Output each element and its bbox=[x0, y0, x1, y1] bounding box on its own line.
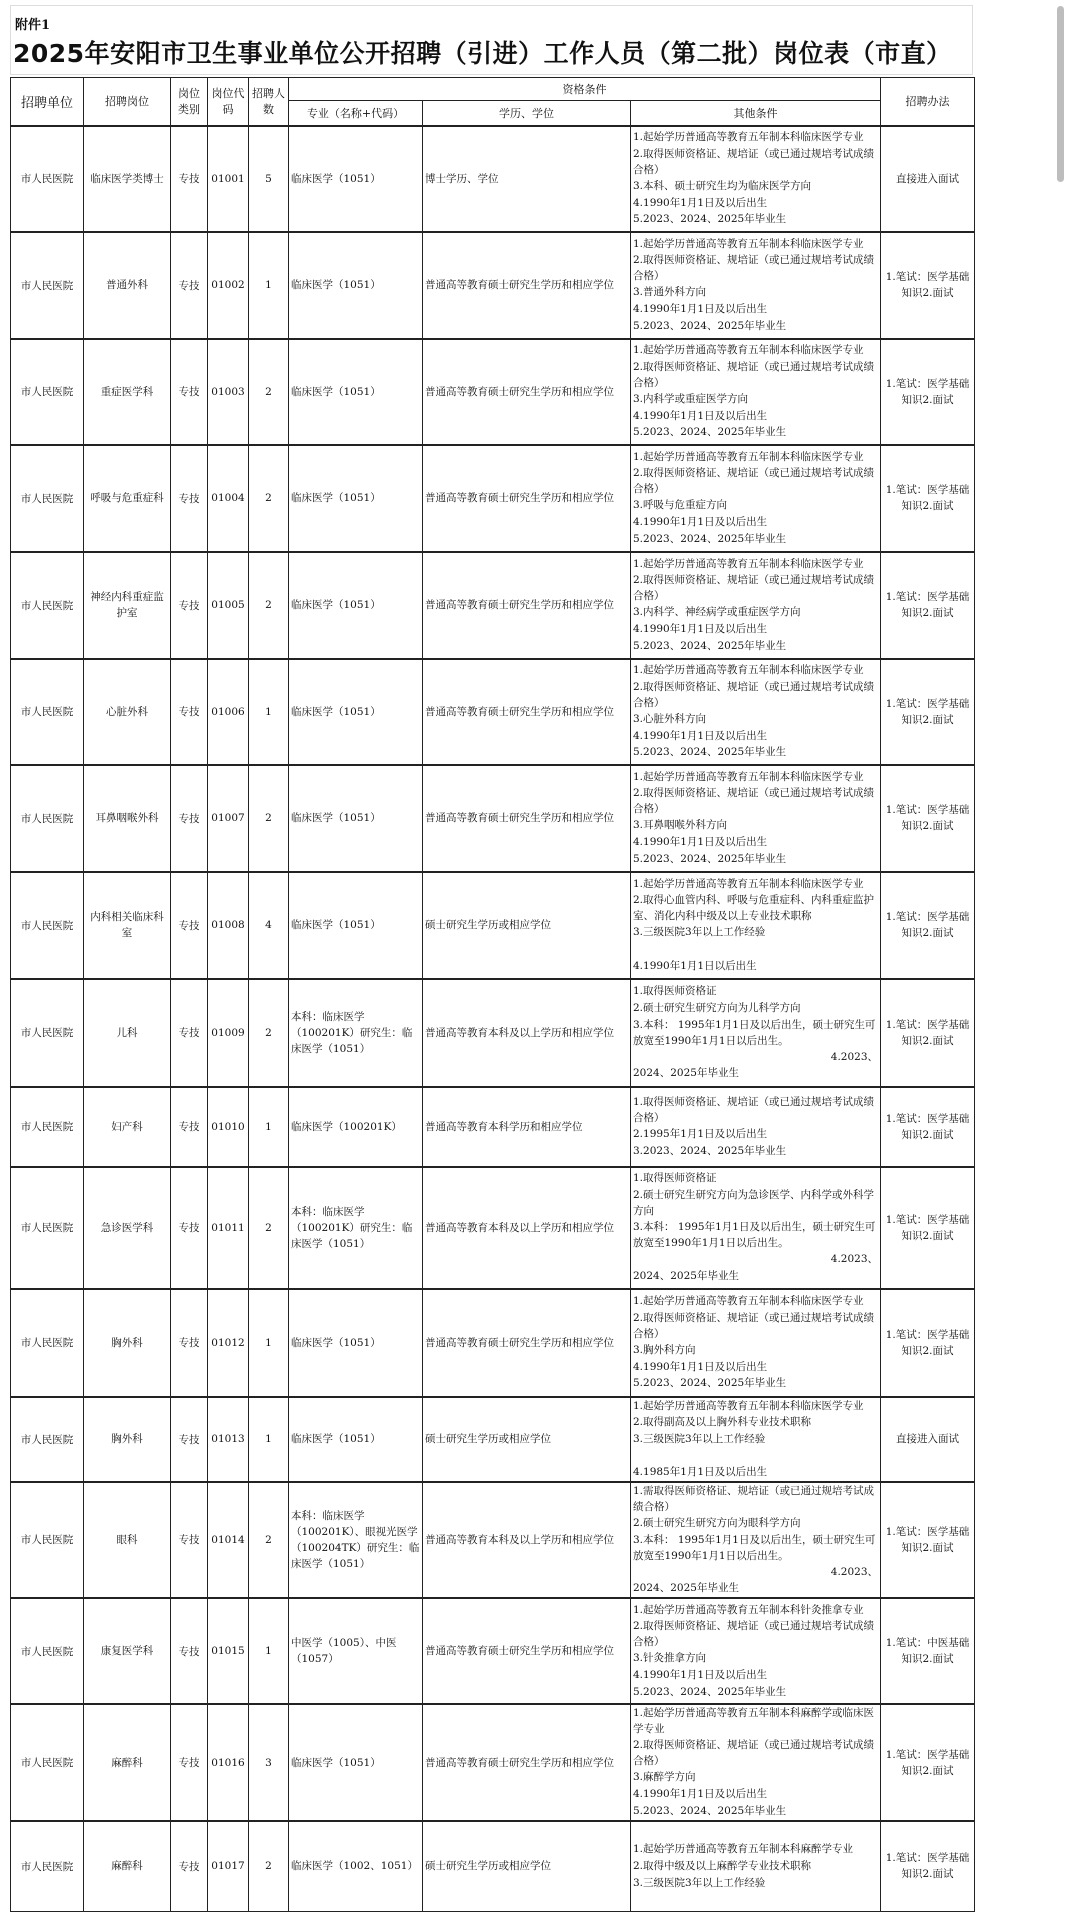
condition-line: 2.取得医师资格证、规培证（或已通过规培考试成绩合格） bbox=[633, 574, 875, 603]
condition-line: 1.起始学历普通高等教育五年制本科临床医学专业 bbox=[633, 1295, 864, 1308]
cell-method: 1.笔试：医学基础知识2.面试 bbox=[881, 1482, 975, 1598]
cell-type: 专技 bbox=[171, 765, 208, 872]
cell-count: 2 bbox=[249, 339, 289, 445]
condition-line: 4.1990年1月1日及以后出生 bbox=[633, 516, 768, 528]
cell-method: 直接进入面试 bbox=[881, 126, 975, 232]
condition-line: 5.2023、2024、2025年毕业生 bbox=[633, 319, 787, 332]
condition-line: 3.心脏外科方向 bbox=[633, 712, 707, 725]
cell-major: 临床医学（1051） bbox=[289, 1289, 423, 1397]
condition-line: 5.2023、2024、2025年毕业生 bbox=[633, 213, 787, 226]
condition-line: 2024、2025年毕业生 bbox=[633, 1269, 739, 1282]
cell-code: 01011 bbox=[208, 1167, 249, 1289]
table-row bbox=[11, 659, 975, 765]
condition-line: 2.取得医师资格证、规培证（或已通过规培考试成绩合格） bbox=[633, 467, 875, 496]
cell-count: 5 bbox=[249, 126, 289, 232]
cell-other bbox=[631, 339, 881, 445]
condition-line: 4.2023、 bbox=[830, 1050, 879, 1063]
table-body bbox=[11, 126, 975, 1912]
cell-major: 本科：临床医学（100201K）研究生：临床医学（1051） bbox=[289, 1167, 423, 1289]
cell-edu: 普通高等教育硕士研究生学历和相应学位 bbox=[423, 1289, 631, 1397]
header-method: 招聘办法 bbox=[881, 78, 975, 126]
cell-method: 1.笔试：医学基础知识2.面试 bbox=[881, 232, 975, 339]
condition-line: 3.普通外科方向 bbox=[633, 286, 707, 299]
table-row bbox=[11, 1482, 975, 1598]
cell-major: 临床医学（1051） bbox=[289, 126, 423, 232]
condition-line: 4.1990年1月1日及以后出生 bbox=[633, 196, 768, 209]
cell-unit: 市人民医院 bbox=[11, 232, 84, 339]
condition-line: 1.起始学历普通高等教育五年制本科麻醉学专业 bbox=[633, 1843, 854, 1856]
cell-unit: 市人民医院 bbox=[11, 1087, 84, 1167]
cell-unit: 市人民医院 bbox=[11, 1397, 84, 1482]
condition-line: 2.硕士研究生研究方向为急诊医学、内科学或外科学方向 bbox=[633, 1189, 875, 1218]
cell-method: 1.笔试：医学基础知识2.面试 bbox=[881, 659, 975, 765]
cell-unit: 市人民医院 bbox=[11, 872, 84, 979]
cell-type: 专技 bbox=[171, 1704, 208, 1821]
table-row bbox=[11, 1397, 975, 1482]
cell-other bbox=[631, 1482, 881, 1598]
condition-line: 1.取得医师资格证 bbox=[633, 1172, 717, 1185]
cell-count: 1 bbox=[249, 1598, 289, 1704]
cell-type: 专技 bbox=[171, 445, 208, 552]
condition-line: 3.三级医院3年以上工作经验 bbox=[633, 926, 766, 939]
condition-line: 2.取得医师资格证、规培证（或已通过规培考试成绩合格） bbox=[633, 1311, 875, 1340]
condition-line: 3.2023、2024、2025年毕业生 bbox=[633, 1144, 787, 1157]
cell-other bbox=[631, 872, 881, 979]
cell-post: 普通外科 bbox=[84, 232, 171, 339]
cell-other bbox=[631, 1704, 881, 1821]
cell-type: 专技 bbox=[171, 872, 208, 979]
cell-unit: 市人民医院 bbox=[11, 1598, 84, 1704]
cell-edu: 普通高等教育硕士研究生学历和相应学位 bbox=[423, 552, 631, 659]
condition-line: 3.呼吸与危重症方向 bbox=[633, 499, 728, 512]
condition-line: 3.本科： 1995年1月1日及以后出生，硕士研究生可放宽至1990年1月1日以后出生。 bbox=[633, 1221, 876, 1250]
condition-line: 5.2023、2024、2025年毕业生 bbox=[633, 852, 787, 865]
cell-major: 临床医学（1002、1051） bbox=[289, 1821, 423, 1911]
cell-post: 急诊医学科 bbox=[84, 1167, 171, 1289]
cell-count: 2 bbox=[249, 765, 289, 872]
cell-code: 01003 bbox=[208, 339, 249, 445]
cell-count: 3 bbox=[249, 1704, 289, 1821]
cell-other bbox=[631, 1598, 881, 1704]
condition-line: 3.内科学或重症医学方向 bbox=[633, 392, 749, 405]
cell-edu: 普通高等教育本科学历和相应学位 bbox=[423, 1087, 631, 1167]
condition-line: 5.2023、2024、2025年毕业生 bbox=[633, 639, 787, 652]
cell-other bbox=[631, 1397, 881, 1482]
table-row bbox=[11, 1598, 975, 1704]
cell-unit: 市人民医院 bbox=[11, 445, 84, 552]
condition-line: 4.2023、 bbox=[830, 1253, 879, 1266]
condition-line: 4.1990年1月1日及以后出生 bbox=[633, 1788, 768, 1801]
cell-other bbox=[631, 126, 881, 232]
cell-edu: 普通高等教育本科及以上学历和相应学位 bbox=[423, 1482, 631, 1598]
condition-line: 2.取得医师资格证、规培证（或已通过规培考试成绩合格） bbox=[633, 680, 875, 709]
cell-method: 1.笔试：医学基础知识2.面试 bbox=[881, 1087, 975, 1167]
cell-code: 01013 bbox=[208, 1397, 249, 1482]
table-row bbox=[11, 1167, 975, 1289]
cell-other bbox=[631, 552, 881, 659]
condition-line: 3.本科： 1995年1月1日及以后出生，硕士研究生可放宽至1990年1月1日以后出生。 bbox=[633, 1533, 876, 1562]
condition-line: 1.取得医师资格证 bbox=[633, 985, 717, 998]
cell-edu: 普通高等教育硕士研究生学历和相应学位 bbox=[423, 1598, 631, 1704]
cell-unit: 市人民医院 bbox=[11, 1289, 84, 1397]
condition-line: 1.起始学历普通高等教育五年制本科临床医学专业 bbox=[633, 1399, 864, 1412]
cell-unit: 市人民医院 bbox=[11, 659, 84, 765]
condition-line: 4.1985年1月1日及以后出生 bbox=[633, 1466, 768, 1479]
condition-line: 1.起始学历普通高等教育五年制本科麻醉学或临床医学专业 bbox=[633, 1707, 875, 1736]
condition-line: 2024、2025年毕业生 bbox=[633, 1067, 739, 1080]
cell-code: 01009 bbox=[208, 979, 249, 1087]
cell-unit: 市人民医院 bbox=[11, 1482, 84, 1598]
cell-type: 专技 bbox=[171, 659, 208, 765]
cell-major: 临床医学（1051） bbox=[289, 232, 423, 339]
cell-edu: 硕士研究生学历或相应学位 bbox=[423, 1397, 631, 1482]
cell-count: 1 bbox=[249, 659, 289, 765]
cell-code: 01010 bbox=[208, 1087, 249, 1167]
header-other: 其他条件 bbox=[631, 101, 881, 126]
cell-major: 临床医学（100201K） bbox=[289, 1087, 423, 1167]
cell-code: 01015 bbox=[208, 1598, 249, 1704]
cell-code: 01017 bbox=[208, 1821, 249, 1911]
cell-method: 1.笔试：医学基础知识2.面试 bbox=[881, 765, 975, 872]
cell-method: 1.笔试：医学基础知识2.面试 bbox=[881, 339, 975, 445]
cell-post: 重症医学科 bbox=[84, 339, 171, 445]
header-code: 岗位代码 bbox=[208, 78, 249, 126]
cell-major: 临床医学（1051） bbox=[289, 659, 423, 765]
cell-post: 内科相关临床科室 bbox=[84, 872, 171, 979]
cell-method: 1.笔试：医学基础知识2.面试 bbox=[881, 445, 975, 552]
condition-line: 1.起始学历普通高等教育五年制本科针灸推拿专业 bbox=[633, 1603, 864, 1616]
condition-line: 3.三级医院3年以上工作经验 bbox=[633, 1876, 766, 1889]
condition-line bbox=[633, 1448, 878, 1465]
condition-line: 4.1990年1月1日及以后出生 bbox=[633, 1669, 768, 1681]
cell-type: 专技 bbox=[171, 232, 208, 339]
condition-line: 3.麻醉学方向 bbox=[633, 1771, 696, 1784]
table-row bbox=[11, 765, 975, 872]
cell-code: 01005 bbox=[208, 552, 249, 659]
cell-post: 耳鼻咽喉外科 bbox=[84, 765, 171, 872]
cell-method: 1.笔试：医学基础知识2.面试 bbox=[881, 1704, 975, 1821]
table-row bbox=[11, 126, 975, 232]
cell-code: 01014 bbox=[208, 1482, 249, 1598]
cell-major: 本科：临床医学（100201K）、眼视光医学（100204TK）研究生：临床医学（1051） bbox=[289, 1482, 423, 1598]
cell-count: 1 bbox=[249, 1289, 289, 1397]
cell-other bbox=[631, 1087, 881, 1167]
cell-code: 01002 bbox=[208, 232, 249, 339]
cell-post: 康复医学科 bbox=[84, 1598, 171, 1704]
condition-line: 4.2023、 bbox=[830, 1565, 879, 1578]
condition-line: 5.2023、2024、2025年毕业生 bbox=[633, 1685, 787, 1698]
condition-line: 2.取得医师资格证、规培证（或已通过规培考试成绩合格） bbox=[633, 787, 875, 816]
cell-edu: 普通高等教育硕士研究生学历和相应学位 bbox=[423, 765, 631, 872]
condition-line: 4.1990年1月1日及以后出生 bbox=[633, 409, 768, 422]
cell-major: 临床医学（1051） bbox=[289, 765, 423, 872]
condition-line: 3.针灸推拿方向 bbox=[633, 1652, 707, 1665]
condition-line: 4.1990年1月1日及以后出生 bbox=[633, 729, 768, 742]
cell-other bbox=[631, 445, 881, 552]
cell-count: 1 bbox=[249, 1087, 289, 1167]
cell-major: 临床医学（1051） bbox=[289, 445, 423, 552]
condition-line: 1.起始学历普通高等教育五年制本科临床医学专业 bbox=[633, 237, 864, 250]
condition-line bbox=[633, 941, 878, 958]
condition-line: 2.取得医师资格证、规培证（或已通过规培考试成绩合格） bbox=[633, 1739, 875, 1768]
cell-count: 2 bbox=[249, 979, 289, 1087]
header-edu: 学历、学位 bbox=[423, 101, 631, 126]
table-row bbox=[11, 979, 975, 1087]
condition-line: 2.取得医师资格证、规培证（或已通过规培考试成绩合格） bbox=[633, 147, 875, 176]
condition-line: 3.内科学、神经病学或重症医学方向 bbox=[633, 606, 801, 619]
cell-post: 神经内科重症监护室 bbox=[84, 552, 171, 659]
cell-type: 专技 bbox=[171, 1397, 208, 1482]
condition-line: 4.1990年1月1日以后出生 bbox=[633, 959, 757, 972]
cell-other bbox=[631, 1167, 881, 1289]
cell-edu: 普通高等教育本科及以上学历和相应学位 bbox=[423, 1167, 631, 1289]
cell-type: 专技 bbox=[171, 1167, 208, 1289]
cell-edu: 普通高等教育硕士研究生学历和相应学位 bbox=[423, 339, 631, 445]
condition-line: 5.2023、2024、2025年毕业生 bbox=[633, 1377, 787, 1390]
cell-unit: 市人民医院 bbox=[11, 1167, 84, 1289]
cell-type: 专技 bbox=[171, 1289, 208, 1397]
cell-method: 1.笔试：医学基础知识2.面试 bbox=[881, 979, 975, 1087]
cell-type: 专技 bbox=[171, 339, 208, 445]
cell-major: 临床医学（1051） bbox=[289, 1704, 423, 1821]
cell-count: 1 bbox=[249, 232, 289, 339]
cell-count: 2 bbox=[249, 445, 289, 552]
cell-post: 临床医学类博士 bbox=[84, 126, 171, 232]
cell-edu: 硕士研究生学历或相应学位 bbox=[423, 1821, 631, 1911]
cell-other bbox=[631, 765, 881, 872]
cell-other bbox=[631, 979, 881, 1087]
condition-line: 3.本科： 1995年1月1日及以后出生，硕士研究生可放宽至1990年1月1日以后出生。 bbox=[633, 1018, 876, 1047]
condition-line: 1.起始学历普通高等教育五年制本科临床医学专业 bbox=[633, 131, 864, 144]
attachment-label: 附件1 bbox=[15, 18, 51, 33]
positions-table bbox=[10, 77, 975, 1912]
cell-major: 中医学（1005）、中医（1057） bbox=[289, 1598, 423, 1704]
cell-post: 妇产科 bbox=[84, 1087, 171, 1167]
condition-line: 3.耳鼻咽喉外科方向 bbox=[633, 819, 728, 832]
cell-code: 01008 bbox=[208, 872, 249, 979]
table-row bbox=[11, 552, 975, 659]
condition-line: 2.取得心血管内科、呼吸与危重症科、内科重症监护室、消化内科中级及以上专业技术职称 bbox=[633, 894, 875, 923]
cell-code: 01001 bbox=[208, 126, 249, 232]
condition-line: 2.取得中级及以上麻醉学专业技术职称 bbox=[633, 1859, 812, 1872]
table-row bbox=[11, 339, 975, 445]
table-row bbox=[11, 1289, 975, 1397]
cell-other bbox=[631, 1821, 881, 1911]
condition-line: 1.起始学历普通高等教育五年制本科临床医学专业 bbox=[633, 450, 864, 463]
condition-line: 2.硕士研究生研究方向为儿科学方向 bbox=[633, 1001, 801, 1014]
cell-unit: 市人民医院 bbox=[11, 339, 84, 445]
cell-method: 1.笔试：医学基础知识2.面试 bbox=[881, 552, 975, 659]
cell-other bbox=[631, 232, 881, 339]
cell-post: 眼科 bbox=[84, 1482, 171, 1598]
condition-line: 5.2023、2024、2025年毕业生 bbox=[633, 1804, 787, 1817]
header-major: 专业（名称+代码） bbox=[289, 101, 423, 126]
condition-line: 1.起始学历普通高等教育五年制本科临床医学专业 bbox=[633, 344, 864, 357]
cell-type: 专技 bbox=[171, 1598, 208, 1704]
condition-line: 1.起始学历普通高等教育五年制本科临床医学专业 bbox=[633, 664, 864, 677]
page-title: 2025年安阳市卫生事业单位公开招聘（引进）工作人员（第二批）岗位表（市直） bbox=[13, 39, 952, 68]
cell-edu: 普通高等教育硕士研究生学历和相应学位 bbox=[423, 659, 631, 765]
condition-line: 2.1995年1月1日及以后出生 bbox=[633, 1127, 768, 1140]
condition-line: 1.起始学历普通高等教育五年制本科临床医学专业 bbox=[633, 877, 864, 890]
scrollbar[interactable] bbox=[1057, 6, 1064, 182]
cell-unit: 市人民医院 bbox=[11, 1821, 84, 1911]
header-qualifications: 资格条件 bbox=[289, 78, 881, 101]
cell-type: 专技 bbox=[171, 1087, 208, 1167]
condition-line: 2.取得医师资格证、规培证（或已通过规培考试成绩合格） bbox=[633, 254, 875, 283]
cell-count: 2 bbox=[249, 552, 289, 659]
condition-line: 2.取得副高及以上胸外科专业技术职称 bbox=[633, 1416, 812, 1429]
condition-line: 1.需取得医师资格证、规培证（或已通过规培考试成绩合格） bbox=[633, 1484, 875, 1513]
cell-method: 直接进入面试 bbox=[881, 1397, 975, 1482]
header-count: 招聘人数 bbox=[249, 78, 289, 126]
cell-post: 麻醉科 bbox=[84, 1821, 171, 1911]
cell-method: 1.笔试：医学基础知识2.面试 bbox=[881, 872, 975, 979]
cell-edu: 博士学历、学位 bbox=[423, 126, 631, 232]
condition-line: 1.起始学历普通高等教育五年制本科临床医学专业 bbox=[633, 557, 864, 570]
cell-major: 临床医学（1051） bbox=[289, 552, 423, 659]
table-row bbox=[11, 445, 975, 552]
cell-post: 麻醉科 bbox=[84, 1704, 171, 1821]
condition-line: 4.1990年1月1日及以后出生 bbox=[633, 623, 768, 635]
condition-line: 3.本科、硕士研究生均为临床医学方向 bbox=[633, 179, 812, 192]
header-type: 岗位类别 bbox=[171, 78, 208, 126]
table-row bbox=[11, 872, 975, 979]
cell-unit: 市人民医院 bbox=[11, 1704, 84, 1821]
condition-line: 5.2023、2024、2025年毕业生 bbox=[633, 532, 787, 545]
cell-other bbox=[631, 659, 881, 765]
cell-count: 4 bbox=[249, 872, 289, 979]
condition-line: 5.2023、2024、2025年毕业生 bbox=[633, 426, 787, 439]
cell-count: 2 bbox=[249, 1482, 289, 1598]
condition-line: 3.三级医院3年以上工作经验 bbox=[633, 1432, 766, 1445]
header-unit: 招聘单位 bbox=[11, 78, 84, 126]
cell-code: 01012 bbox=[208, 1289, 249, 1397]
condition-line: 2.取得医师资格证、规培证（或已通过规培考试成绩合格） bbox=[633, 360, 875, 389]
condition-line: 3.胸外科方向 bbox=[633, 1343, 696, 1356]
condition-line: 4.1990年1月1日及以后出生 bbox=[633, 303, 768, 315]
cell-post: 胸外科 bbox=[84, 1289, 171, 1397]
cell-type: 专技 bbox=[171, 979, 208, 1087]
cell-code: 01004 bbox=[208, 445, 249, 552]
condition-line: 4.1990年1月1日及以后出生 bbox=[633, 1360, 768, 1373]
condition-line: 4.1990年1月1日及以后出生 bbox=[633, 836, 768, 848]
cell-major: 临床医学（1051） bbox=[289, 339, 423, 445]
cell-method: 1.笔试：医学基础知识2.面试 bbox=[881, 1167, 975, 1289]
cell-code: 01016 bbox=[208, 1704, 249, 1821]
cell-code: 01006 bbox=[208, 659, 249, 765]
cell-method: 1.笔试：医学基础知识2.面试 bbox=[881, 1289, 975, 1397]
cell-major: 临床医学（1051） bbox=[289, 872, 423, 979]
table-row bbox=[11, 1704, 975, 1821]
table-row bbox=[11, 1087, 975, 1167]
cell-type: 专技 bbox=[171, 1821, 208, 1911]
cell-post: 胸外科 bbox=[84, 1397, 171, 1482]
cell-type: 专技 bbox=[171, 1482, 208, 1598]
condition-line: 1.起始学历普通高等教育五年制本科临床医学专业 bbox=[633, 770, 864, 783]
condition-line: 2.取得医师资格证、规培证（或已通过规培考试成绩合格） bbox=[633, 1620, 875, 1649]
cell-unit: 市人民医院 bbox=[11, 552, 84, 659]
cell-post: 儿科 bbox=[84, 979, 171, 1087]
cell-post: 呼吸与危重症科 bbox=[84, 445, 171, 552]
cell-edu: 普通高等教育本科及以上学历和相应学位 bbox=[423, 979, 631, 1087]
condition-line: 2024、2025年毕业生 bbox=[633, 1582, 739, 1595]
cell-other bbox=[631, 1289, 881, 1397]
cell-unit: 市人民医院 bbox=[11, 979, 84, 1087]
cell-count: 2 bbox=[249, 1821, 289, 1911]
cell-edu: 普通高等教育硕士研究生学历和相应学位 bbox=[423, 1704, 631, 1821]
table-row bbox=[11, 1821, 975, 1911]
cell-type: 专技 bbox=[171, 126, 208, 232]
cell-method: 1.笔试：中医基础知识2.面试 bbox=[881, 1598, 975, 1704]
cell-unit: 市人民医院 bbox=[11, 765, 84, 872]
cell-code: 01007 bbox=[208, 765, 249, 872]
header-post: 招聘岗位 bbox=[84, 78, 171, 126]
cell-post: 心脏外科 bbox=[84, 659, 171, 765]
condition-line: 5.2023、2024、2025年毕业生 bbox=[633, 746, 787, 759]
table-row bbox=[11, 232, 975, 339]
cell-unit: 市人民医院 bbox=[11, 126, 84, 232]
cell-count: 1 bbox=[249, 1397, 289, 1482]
cell-major: 临床医学（1051） bbox=[289, 1397, 423, 1482]
cell-edu: 普通高等教育硕士研究生学历和相应学位 bbox=[423, 445, 631, 552]
cell-type: 专技 bbox=[171, 552, 208, 659]
cell-edu: 硕士研究生学历或相应学位 bbox=[423, 872, 631, 979]
cell-method: 1.笔试：医学基础知识2.面试 bbox=[881, 1821, 975, 1911]
cell-count: 2 bbox=[249, 1167, 289, 1289]
cell-edu: 普通高等教育硕士研究生学历和相应学位 bbox=[423, 232, 631, 339]
condition-line: 1.取得医师资格证、规培证（或已通过规培考试成绩合格） bbox=[633, 1095, 875, 1124]
condition-line: 2.硕士研究生研究方向为眼科学方向 bbox=[633, 1516, 801, 1529]
document-header bbox=[10, 5, 973, 75]
cell-major: 本科：临床医学（100201K）研究生：临床医学（1051） bbox=[289, 979, 423, 1087]
